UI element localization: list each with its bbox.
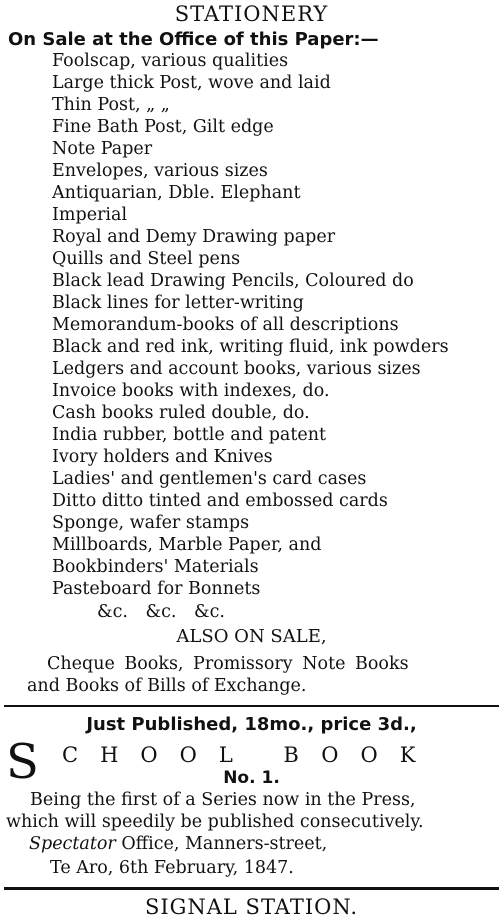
list-item: Pasteboard for Bonnets	[52, 579, 261, 599]
list-item: Memorandum-books of all descriptions	[52, 315, 399, 335]
newspaper-name: Spectator	[29, 834, 116, 854]
list-item: Sponge, wafer stamps	[52, 513, 250, 533]
list-item: Cash books ruled double, do.	[52, 403, 310, 423]
list-item: Royal and Demy Drawing paper	[52, 227, 336, 247]
list-item: Ivory holders and Knives	[52, 447, 273, 467]
section-title: STATIONERY	[174, 2, 329, 26]
list-item: Large thick Post, wove and laid	[52, 73, 331, 93]
list-item: Bookbinders' Materials	[52, 557, 259, 577]
also-on-sale-heading: ALSO ON SALE,	[176, 626, 327, 647]
list-item: Quills and Steel pens	[52, 249, 241, 269]
list-item: Millboards, Marble Paper, and	[52, 535, 322, 555]
list-item: Black lines for letter-writing	[52, 293, 304, 313]
list-item: Invoice books with indexes, do.	[52, 381, 330, 401]
notice-text: Being the first of a Series now in the Press,	[30, 790, 416, 810]
list-item: Thin Post, „ „	[52, 95, 170, 115]
publication-heading: Just Published, 18mo., price 3d.,	[86, 714, 417, 735]
etc-line: &c. &c. &c.	[97, 602, 225, 622]
divider	[4, 887, 499, 890]
list-item: Black and red ink, writing fluid, ink powders	[52, 337, 449, 357]
notice-text: which will speedily be published consecutively.	[6, 812, 424, 832]
list-item: Ladies' and gentlemen's card cases	[52, 469, 367, 489]
issue-number: No. 1.	[223, 768, 280, 788]
list-item: Ledgers and account books, various sizes	[52, 359, 421, 379]
school-book-title: CHOOL BOOK	[62, 743, 438, 767]
also-on-sale-line: and Books of Bills of Exchange.	[27, 676, 307, 696]
list-item: Note Paper	[52, 139, 153, 159]
list-item: India rubber, bottle and patent	[52, 425, 327, 445]
divider	[4, 705, 499, 707]
list-item: Foolscap, various qualities	[52, 51, 289, 71]
list-item: Fine Bath Post, Gilt edge	[52, 117, 274, 137]
dateline: Te Aro, 6th February, 1847.	[50, 858, 294, 878]
drop-cap: S	[6, 734, 39, 790]
list-item: Imperial	[52, 205, 128, 225]
also-on-sale-line: Cheque Books, Promissory Note Books	[47, 654, 409, 674]
section-subtitle: On Sale at the Office of this Paper:—	[8, 29, 379, 50]
list-item: Black lead Drawing Pencils, Coloured do	[52, 271, 414, 291]
list-item: Ditto ditto tinted and embossed cards	[52, 491, 388, 511]
office-address	[29, 836, 327, 854]
list-item: Envelopes, various sizes	[52, 161, 268, 181]
office-street: Office, Manners-street,	[115, 834, 328, 854]
list-item: Antiquarian, Dble. Elephant	[52, 183, 301, 203]
next-section-title: SIGNAL STATION.	[144, 895, 359, 919]
